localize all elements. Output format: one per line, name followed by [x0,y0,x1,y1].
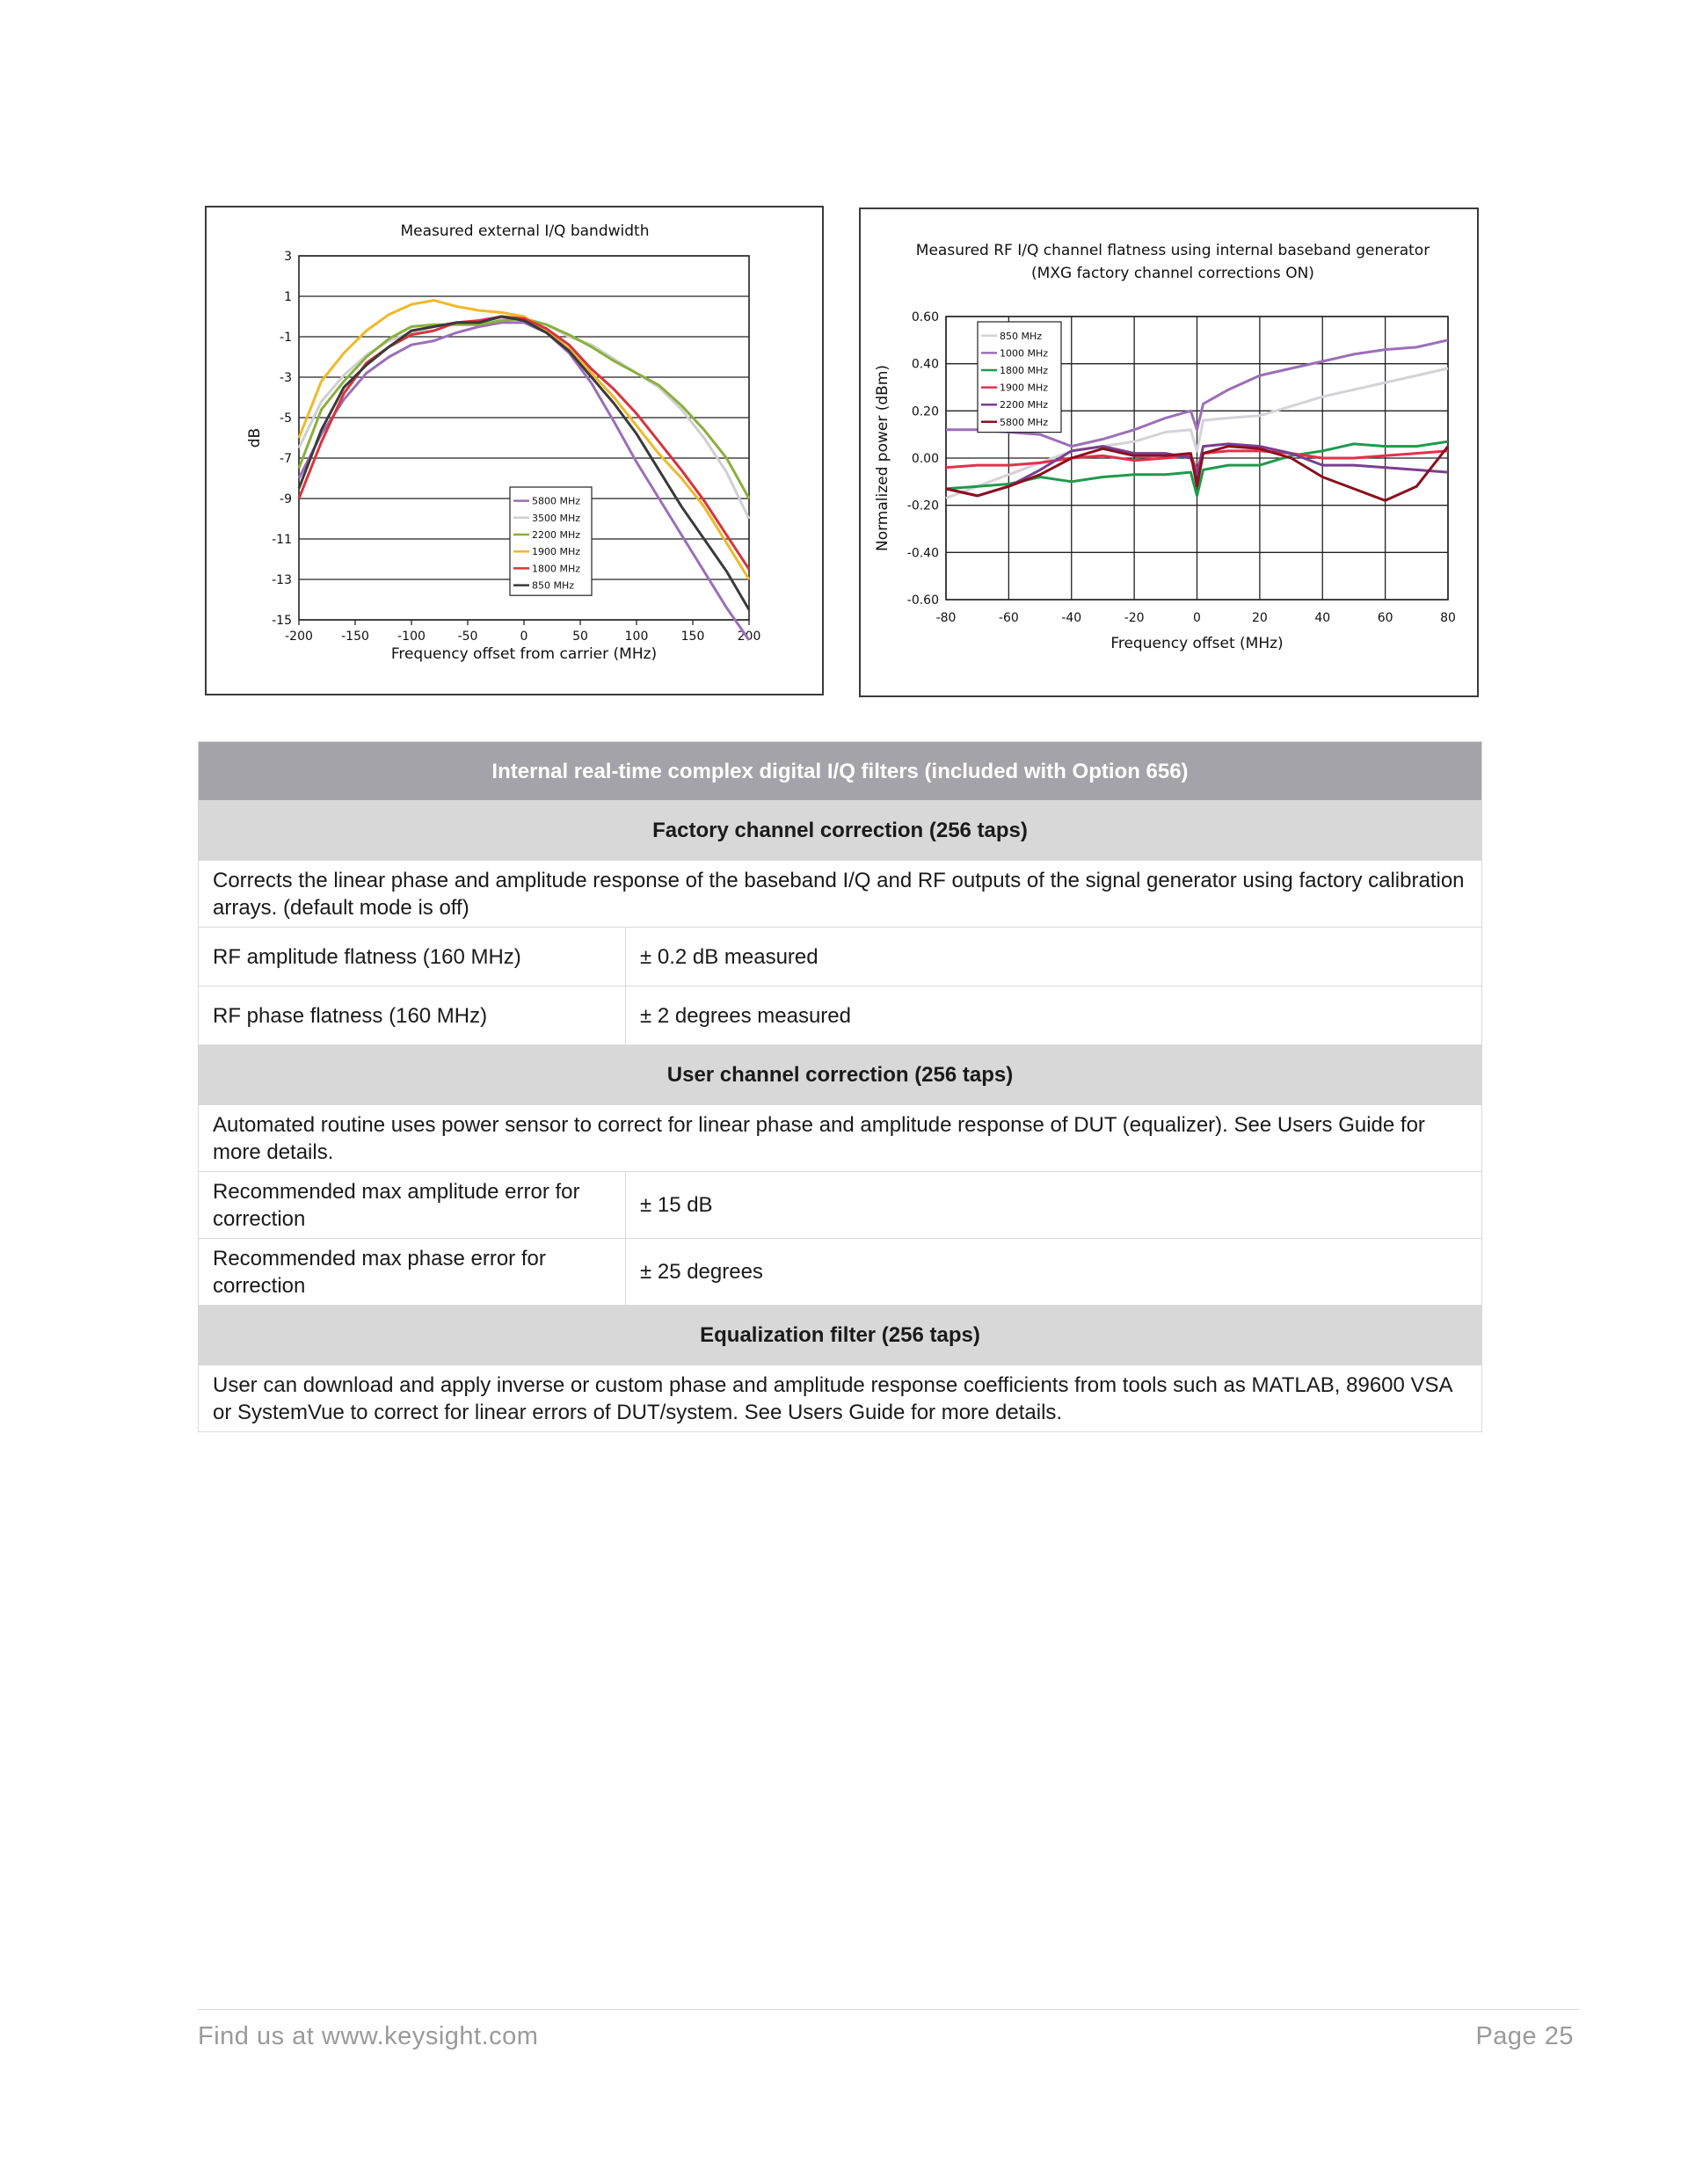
chart-title: Measured external I/Q bandwidth [400,222,650,240]
y-tick-label: -11 [272,533,292,547]
y-tick-label: 0.00 [911,452,939,466]
y-tick-label: -0.40 [906,546,939,561]
y-tick-label: 0.40 [911,357,939,372]
spec-label: Recommended max amplitude error for correction [199,1172,626,1239]
footer-divider [198,2009,1579,2010]
page-number: Page 25 [1475,2022,1574,2050]
spec-value: ± 25 degrees [626,1239,1482,1306]
description-row [199,1105,1482,1172]
y-tick-label: -9 [280,492,292,506]
legend-label: 1800 MHz [1000,365,1049,376]
x-axis-label: Frequency offset (MHz) [1110,635,1284,652]
table-title-row [199,742,1482,801]
footer-website: Find us at www.keysight.com [198,2022,539,2050]
table-row [199,986,1482,1045]
legend-label: 2200 MHz [532,529,581,541]
x-tick-label: -20 [1124,611,1145,625]
legend-label: 3500 MHz [532,512,581,524]
x-tick-label: -60 [998,611,1019,625]
section-header-row [199,1306,1482,1365]
y-tick-label: 0.20 [911,404,939,419]
x-tick-label: -150 [341,630,369,644]
user-correction-header: User channel correction (256 taps) [199,1045,1482,1105]
spec-label: RF amplitude flatness (160 MHz) [199,928,626,986]
channel-flatness-chart-svg [861,209,1477,695]
x-tick-label: 0 [520,630,528,644]
factory-correction-header: Factory channel correction (256 taps) [199,801,1482,861]
y-tick-label: -15 [272,614,292,628]
x-tick-label: -40 [1061,611,1082,625]
y-tick-label: -1 [280,331,292,345]
chart-subtitle: (MXG factory channel corrections ON) [1031,265,1314,282]
spec-label: Recommended max phase error for correction [199,1239,626,1306]
table-row [199,1239,1482,1306]
channel-flatness-chart [859,207,1479,697]
x-tick-label: 80 [1440,611,1456,625]
description-row [199,1365,1482,1432]
iq-filters-spec-table [198,741,1482,1432]
table-row [199,1172,1482,1239]
y-axis-label: Normalized power (dBm) [874,364,891,552]
y-tick-label: -7 [280,452,292,466]
x-tick-label: 40 [1314,611,1331,625]
x-tick-label: -80 [935,611,957,625]
x-tick-label: 50 [572,630,588,644]
x-tick-label: -200 [285,630,313,644]
y-tick-label: 0.60 [911,310,939,324]
x-tick-label: 150 [680,630,705,644]
spec-value: ± 0.2 dB measured [626,928,1482,986]
chart-title: Measured RF I/Q channel flatness using internal baseband generator [915,242,1430,259]
y-axis-label: dB [246,427,264,448]
legend-label: 1900 MHz [532,546,581,558]
x-tick-label: 60 [1377,611,1393,625]
x-axis-label: Frequency offset from carrier (MHz) [390,645,658,663]
y-tick-label: -0.60 [906,593,939,608]
x-tick-label: 200 [737,630,761,644]
y-tick-label: 3 [284,250,292,264]
y-tick-label: -3 [280,371,292,385]
factory-correction-description: Corrects the linear phase and amplitude response of the baseband I/Q and RF outputs of the signal generator using factory calibration arrays. (default mode is off) [199,861,1482,928]
table-row [199,928,1482,986]
spec-value: ± 15 dB [626,1172,1482,1239]
legend-label: 1800 MHz [532,563,581,575]
y-tick-label: -5 [280,411,292,426]
user-correction-description: Automated routine uses power sensor to correct for linear phase and amplitude response of DUT (equalizer). See Users Guide for more details. [199,1105,1482,1172]
equalization-filter-description: User can download and apply inverse or custom phase and amplitude response coefficients from tools such as MATLAB, 89600 VSA or SystemVue to correct for linear errors of DUT/system. See Users Guide for more details. [199,1365,1482,1432]
legend-label: 2200 MHz [1000,399,1049,411]
spec-value: ± 2 degrees measured [626,986,1482,1045]
x-tick-label: -50 [457,630,478,644]
spec-label: RF phase flatness (160 MHz) [199,986,626,1045]
iq-bandwidth-chart [205,206,824,695]
description-row [199,861,1482,928]
legend-label: 850 MHz [1000,330,1043,342]
x-tick-label: 100 [624,630,649,644]
y-tick-label: 1 [284,290,292,304]
y-tick-label: -0.20 [906,499,939,513]
legend-label: 1000 MHz [1000,347,1049,360]
section-header-row [199,801,1482,861]
legend-label: 5800 MHz [532,495,581,507]
legend-label: 5800 MHz [1000,416,1049,428]
x-tick-label: 0 [1193,611,1201,625]
x-tick-label: 20 [1251,611,1268,625]
legend-label: 1900 MHz [1000,382,1049,394]
equalization-filter-header: Equalization filter (256 taps) [199,1306,1482,1365]
x-tick-label: -100 [397,630,426,644]
iq-bandwidth-chart-svg [207,207,822,694]
y-tick-label: -13 [272,573,292,587]
legend-label: 850 MHz [532,579,575,592]
section-header-row [199,1045,1482,1105]
table-title: Internal real-time complex digital I/Q filters (included with Option 656) [199,742,1482,801]
